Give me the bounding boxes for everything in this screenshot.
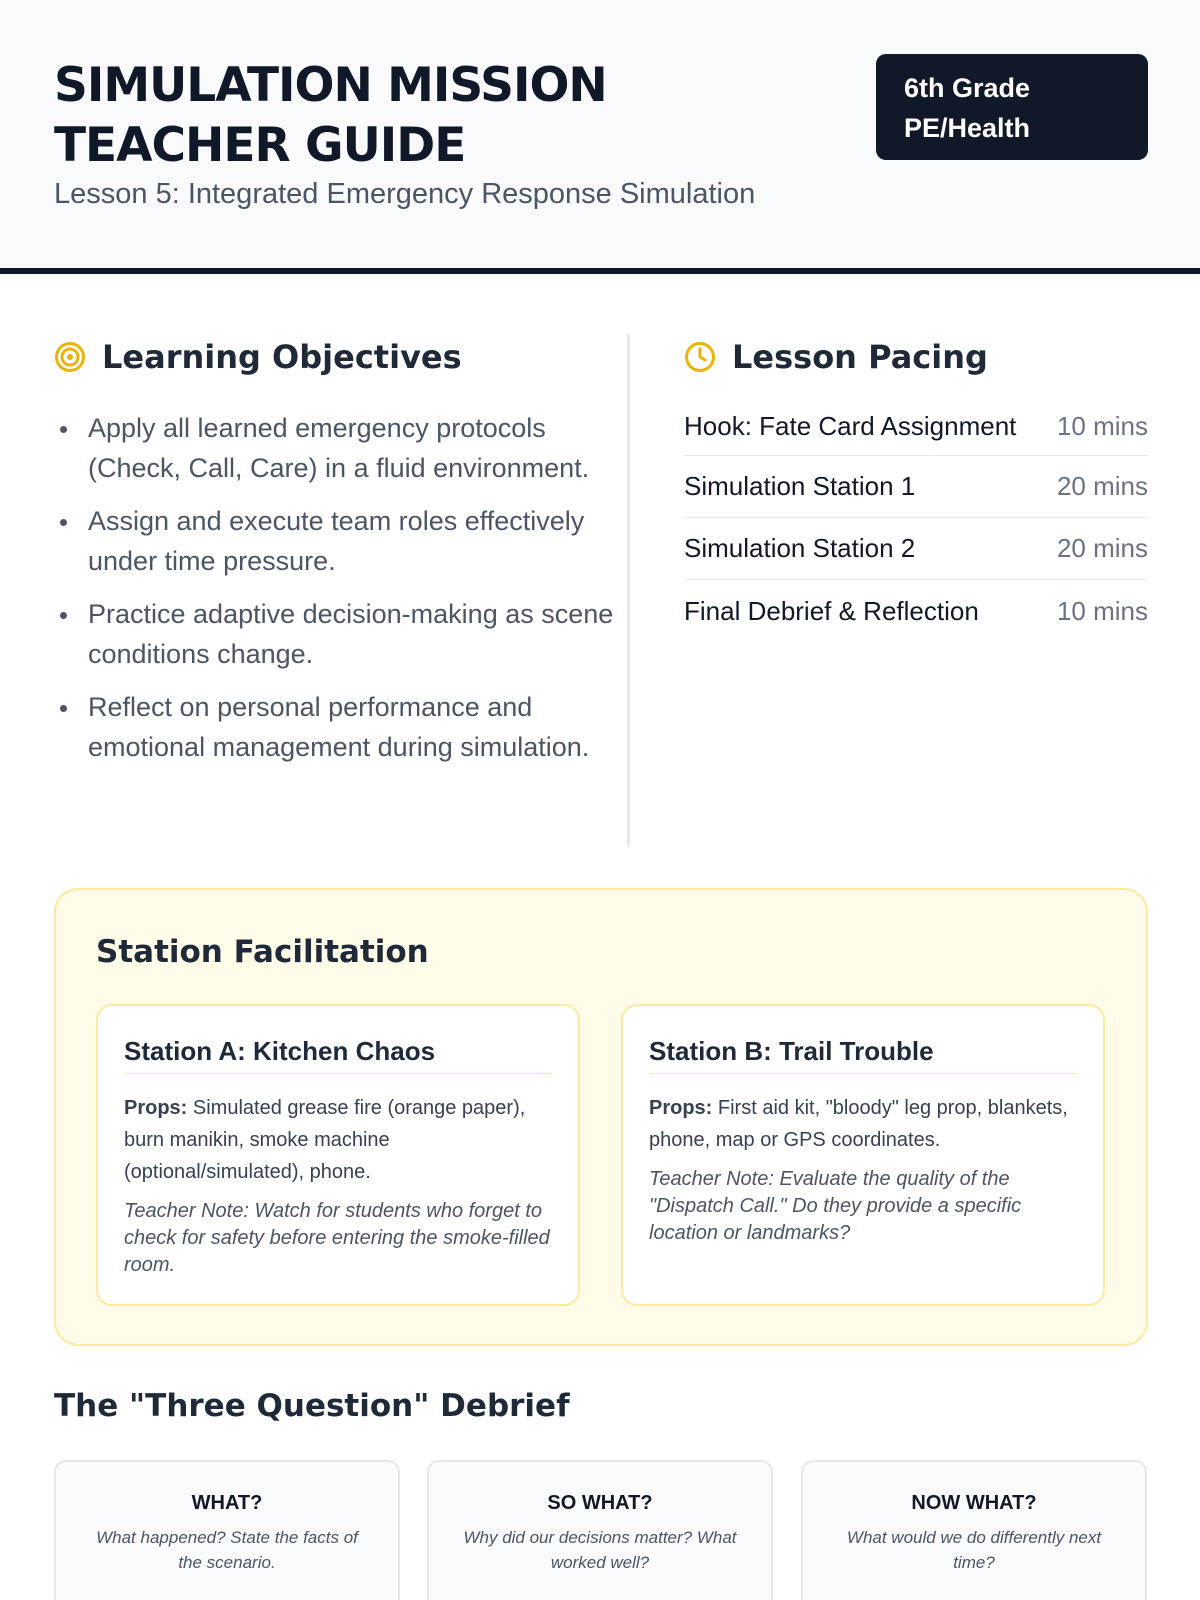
list-item: Assign and execute team roles effectively under time pressure. [54,501,614,581]
learning-objectives-title: Learning Objectives [102,338,462,376]
props-label: Props: [649,1097,713,1119]
station-a-teacher-note: Teacher Note: Watch for students who forget to check for safety before entering the smoke-filled room. [124,1200,550,1276]
question-heading: SO WHAT? [547,1492,653,1514]
pacing-activity: Hook: Fate Card Assignment [684,411,1017,441]
station-a-props [124,1092,552,1188]
pacing-duration: 10 mins [1056,595,1148,626]
list-item: Practice adaptive decision-making as scene conditions change. [54,594,614,674]
debrief-question-card [54,1460,400,1600]
pacing-activity: Final Debrief & Reflection [684,595,979,626]
pacing-duration: 20 mins [1056,533,1148,563]
question-description: What would we do differently next time? [846,1528,1102,1572]
pacing-activity: Simulation Station 2 [684,533,916,563]
clock-icon [684,341,716,373]
grade-badge [876,54,1148,160]
grade-badge-line-2: PE/Health [904,113,1031,143]
pacing-row [684,456,1148,518]
title-line-2: TEACHER GUIDE [54,118,466,173]
learning-objectives-section [54,334,614,780]
pacing-row [684,580,1148,642]
lesson-pacing-heading [684,334,1148,380]
station-b-props [649,1092,1077,1156]
station-facilitation-panel [54,888,1148,1346]
station-a-title: Station A: Kitchen Chaos [124,1036,552,1074]
learning-objectives-heading [54,334,614,380]
lesson-subtitle: Lesson 5: Integrated Emergency Response Simulation [54,178,756,210]
lesson-pacing-title: Lesson Pacing [732,338,988,376]
objectives-list [54,408,614,767]
grade-badge-line-1: 6th Grade [904,73,1031,103]
station-b-props-text: First aid kit, "bloody" leg prop, blankets, phone, map or GPS coordinates. [649,1097,1068,1151]
page-title [54,56,814,176]
list-item: Apply all learned emergency protocols (Check, Call, Care) in a fluid environment. [54,408,614,488]
station-b-card [621,1004,1105,1306]
pacing-activity: Simulation Station 1 [684,471,916,501]
debrief-question-card [427,1460,773,1600]
station-b-teacher-note: Teacher Note: Evaluate the quality of the "Dispatch Call." Do they provide a specific location or landmarks? [649,1168,1022,1244]
title-line-1: SIMULATION MISSION [54,58,607,113]
pacing-table [684,398,1148,642]
debrief-question-card [801,1460,1147,1600]
station-facilitation-title: Station Facilitation [96,934,429,970]
column-divider [627,334,630,846]
station-a-card [96,1004,580,1306]
question-heading: NOW WHAT? [911,1492,1037,1514]
pacing-row [684,518,1148,580]
props-label: Props: [124,1097,188,1119]
station-b-title: Station B: Trail Trouble [649,1036,1077,1074]
target-icon [54,341,86,373]
pacing-row [684,398,1148,456]
question-description: What happened? State the facts of the scenario. [96,1528,358,1572]
page-header [0,0,1200,274]
pacing-duration: 20 mins [1056,471,1148,501]
debrief-title: The "Three Question" Debrief [54,1388,570,1424]
list-item: Reflect on personal performance and emotional management during simulation. [54,687,614,767]
question-description: Why did our decisions matter? What worked well? [463,1528,737,1572]
question-heading: WHAT? [191,1492,263,1514]
lesson-pacing-section [684,334,1148,642]
pacing-duration: 10 mins [1056,411,1148,441]
station-a-props-text: Simulated grease fire (orange paper), burn manikin, smoke machine (optional/simulated), phone. [124,1097,526,1183]
